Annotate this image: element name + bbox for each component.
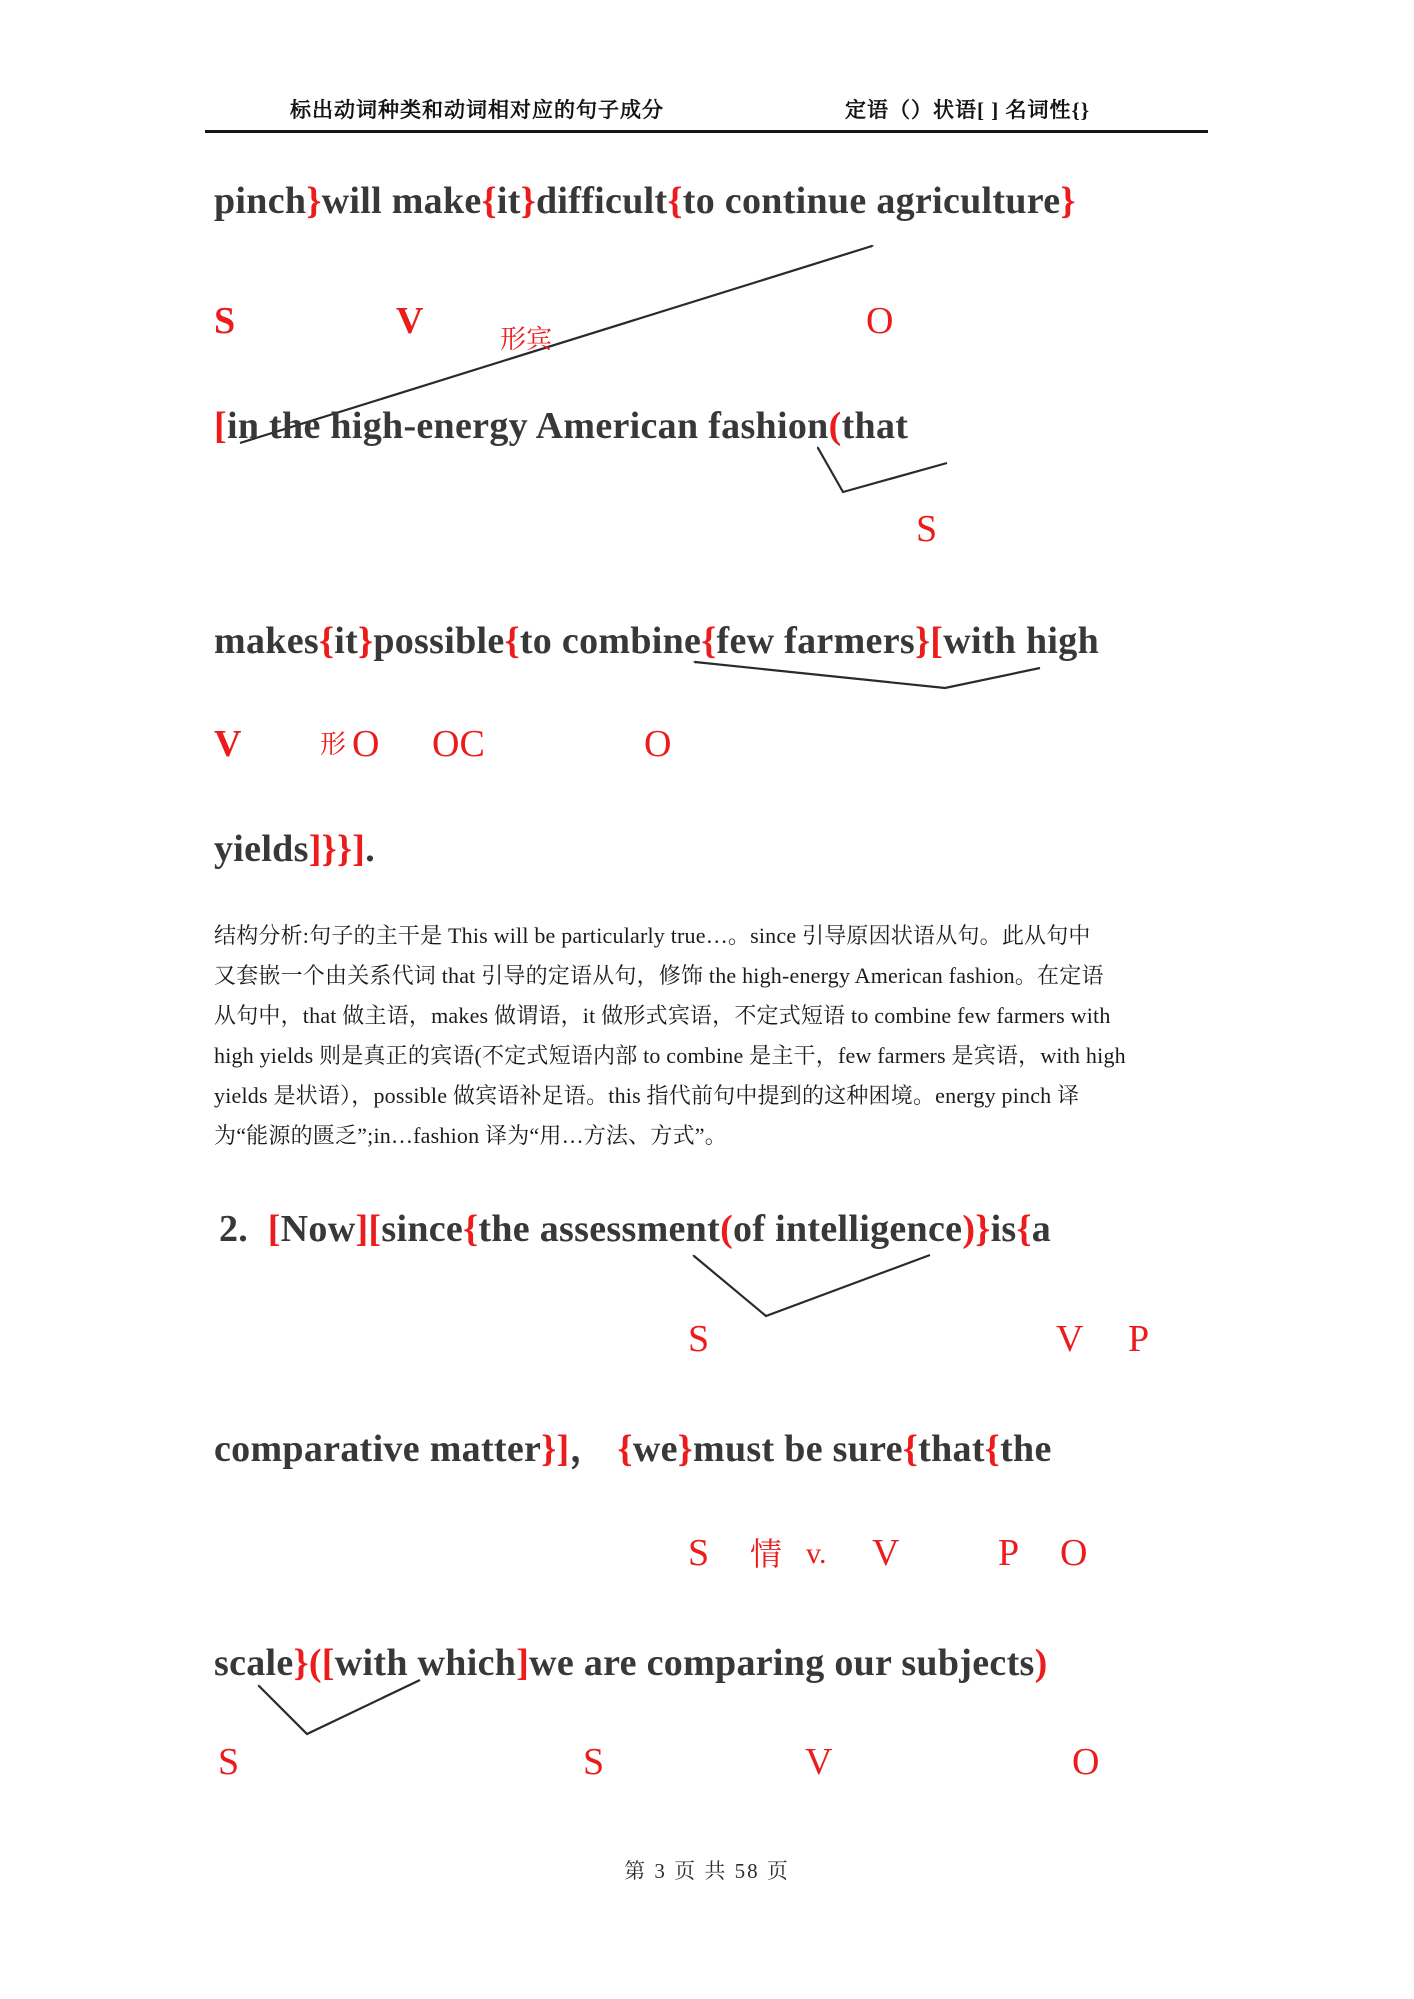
bracket-mark: }([ xyxy=(293,1642,335,1684)
bracket-mark: { xyxy=(902,1428,919,1470)
bracket-mark: { xyxy=(617,1428,633,1470)
bracket-mark: ) xyxy=(1034,1642,1048,1684)
sentence-text: scale xyxy=(214,1642,294,1684)
sentence-text: that xyxy=(841,405,909,447)
sentence2-line1 xyxy=(219,1208,1051,1252)
sentence-text: must be sure xyxy=(693,1428,903,1470)
sentence2-line3 xyxy=(214,1642,1048,1686)
sentence-text: we are comparing our subjects xyxy=(529,1642,1035,1684)
analysis-line: 又套嵌一个由关系代词 that 引导的定语从句，修饰 the high-energy American fashion。在定语 xyxy=(214,963,1104,988)
analysis-paragraph xyxy=(214,916,1126,1156)
analysis-line: 为“能源的匮乏”;in…fashion 译为“用…方法、方式”。 xyxy=(214,1123,727,1148)
bracket-mark: [ xyxy=(214,405,227,447)
grammar-label: V xyxy=(1056,1318,1084,1360)
sentence-text: is xyxy=(990,1208,1017,1250)
sentence-text: pinch xyxy=(214,180,307,222)
sentence1-line1 xyxy=(214,180,1076,224)
bracket-mark: { xyxy=(481,180,497,222)
sentence-text: a xyxy=(1031,1208,1052,1250)
bracket-mark: ]}}] xyxy=(308,828,366,870)
sentence-text: few farmers xyxy=(716,620,915,662)
sentence2-line2 xyxy=(214,1428,1052,1472)
grammar-label: S xyxy=(583,1741,605,1783)
grammar-label: V xyxy=(805,1741,833,1783)
sentence-text: Now xyxy=(280,1208,356,1250)
bracket-mark: } xyxy=(1060,180,1076,222)
sentence1-line3 xyxy=(214,620,1099,664)
sentence-text: since xyxy=(381,1208,464,1250)
grammar-label: O xyxy=(352,723,380,765)
arrow-to-scale xyxy=(259,1680,420,1734)
sentence-text: it xyxy=(496,180,521,222)
bracket-mark: } xyxy=(306,180,322,222)
bracket-mark: } xyxy=(677,1428,694,1470)
grammar-label: S xyxy=(218,1741,240,1783)
arrow-to-fashion xyxy=(818,448,947,492)
grammar-label: S xyxy=(688,1532,710,1574)
sentence-text: to continue agriculture xyxy=(682,180,1061,222)
bracket-mark: ] xyxy=(516,1642,530,1684)
sentence-text: comparative matter xyxy=(214,1428,542,1470)
bracket-mark: { xyxy=(667,180,683,222)
bracket-mark: }[ xyxy=(914,620,944,662)
grammar-label: 情 xyxy=(750,1536,783,1572)
sentence-text: yields xyxy=(214,828,309,870)
grammar-label: S xyxy=(688,1318,710,1360)
grammar-label: P xyxy=(1128,1318,1150,1360)
bracket-mark: ( xyxy=(828,405,842,447)
arrow-to-combine xyxy=(695,662,1040,688)
grammar-label: O xyxy=(1060,1532,1088,1574)
analysis-line: 从句中，that 做主语，makes 做谓语，it 做形式宾语，不定式短语 to combine few farmers with xyxy=(214,1003,1111,1028)
bracket-mark: }] xyxy=(541,1428,570,1470)
sentence-text: the xyxy=(1000,1428,1052,1470)
grammar-label: V xyxy=(214,723,242,765)
grammar-label: S xyxy=(214,300,236,342)
bracket-mark: ][ xyxy=(355,1208,382,1250)
grammar-label: P xyxy=(998,1532,1020,1574)
sentence-text: to combine xyxy=(519,620,702,662)
grammar-label: O xyxy=(1072,1741,1100,1783)
grammar-label: O xyxy=(644,723,672,765)
grammar-label: v. xyxy=(806,1537,827,1570)
bracket-mark: ( xyxy=(720,1208,734,1250)
sentence-text: it xyxy=(334,620,359,662)
grammar-label: O xyxy=(866,300,894,342)
header-right-text: 定语（）状语[ ] 名词性{} xyxy=(845,98,1091,122)
sentence-text: of intelligence xyxy=(733,1208,963,1250)
bracket-mark: } xyxy=(520,180,536,222)
sentence-text: that xyxy=(918,1428,985,1470)
bracket-mark: { xyxy=(463,1208,479,1250)
arrow-to-assessment xyxy=(694,1255,930,1316)
bracket-mark: { xyxy=(504,620,520,662)
grammar-label: OC xyxy=(432,723,485,765)
page-footer: 第 3 页 共 58 页 xyxy=(624,1859,790,1883)
bracket-mark: [ xyxy=(267,1208,281,1250)
sentence-text: makes xyxy=(214,620,319,662)
analysis-line: yields 是状语），possible 做宾语补足语。this 指代前句中提到的这种困境。energy pinch 译 xyxy=(214,1083,1080,1108)
sentence-text: the assessment xyxy=(478,1208,721,1250)
sentence-text: with high xyxy=(943,620,1100,662)
grammar-label: V xyxy=(872,1532,900,1574)
sentence1-line2 xyxy=(214,405,908,449)
grammar-label: V xyxy=(396,300,424,342)
bracket-mark: )} xyxy=(962,1208,991,1250)
sentence-text: difficult xyxy=(535,180,668,222)
analysis-line: 结构分析:句子的主干是 This will be particularly true…。since 引导原因状语从句。此从句中 xyxy=(214,923,1091,948)
sentence-text: in the high-energy American fashion xyxy=(226,405,829,447)
analysis-line: high yields 则是真正的宾语(不定式短语内部 to combine 是主干，few farmers 是宾语，with high xyxy=(214,1043,1126,1068)
bracket-mark: { xyxy=(984,1428,1001,1470)
grammar-label: 形 xyxy=(320,730,347,759)
bracket-mark: } xyxy=(358,620,374,662)
sentence-text: ， xyxy=(569,1428,618,1470)
grammar-label: S xyxy=(916,508,938,550)
sentence-text: possible xyxy=(373,620,505,662)
sentence-text: we xyxy=(632,1428,678,1470)
bracket-mark: { xyxy=(701,620,717,662)
sentence-text: will make xyxy=(321,180,482,222)
sentence-text: 2. xyxy=(219,1208,268,1250)
sentence-text: . xyxy=(365,828,375,870)
header-left-text: 标出动词种类和动词相对应的句子成分 xyxy=(290,98,664,122)
bracket-mark: { xyxy=(1016,1208,1032,1250)
sentence-text: with which xyxy=(334,1642,517,1684)
sentence1-line4 xyxy=(214,828,375,872)
bracket-mark: { xyxy=(318,620,335,662)
grammar-label: 形宾 xyxy=(500,325,553,354)
